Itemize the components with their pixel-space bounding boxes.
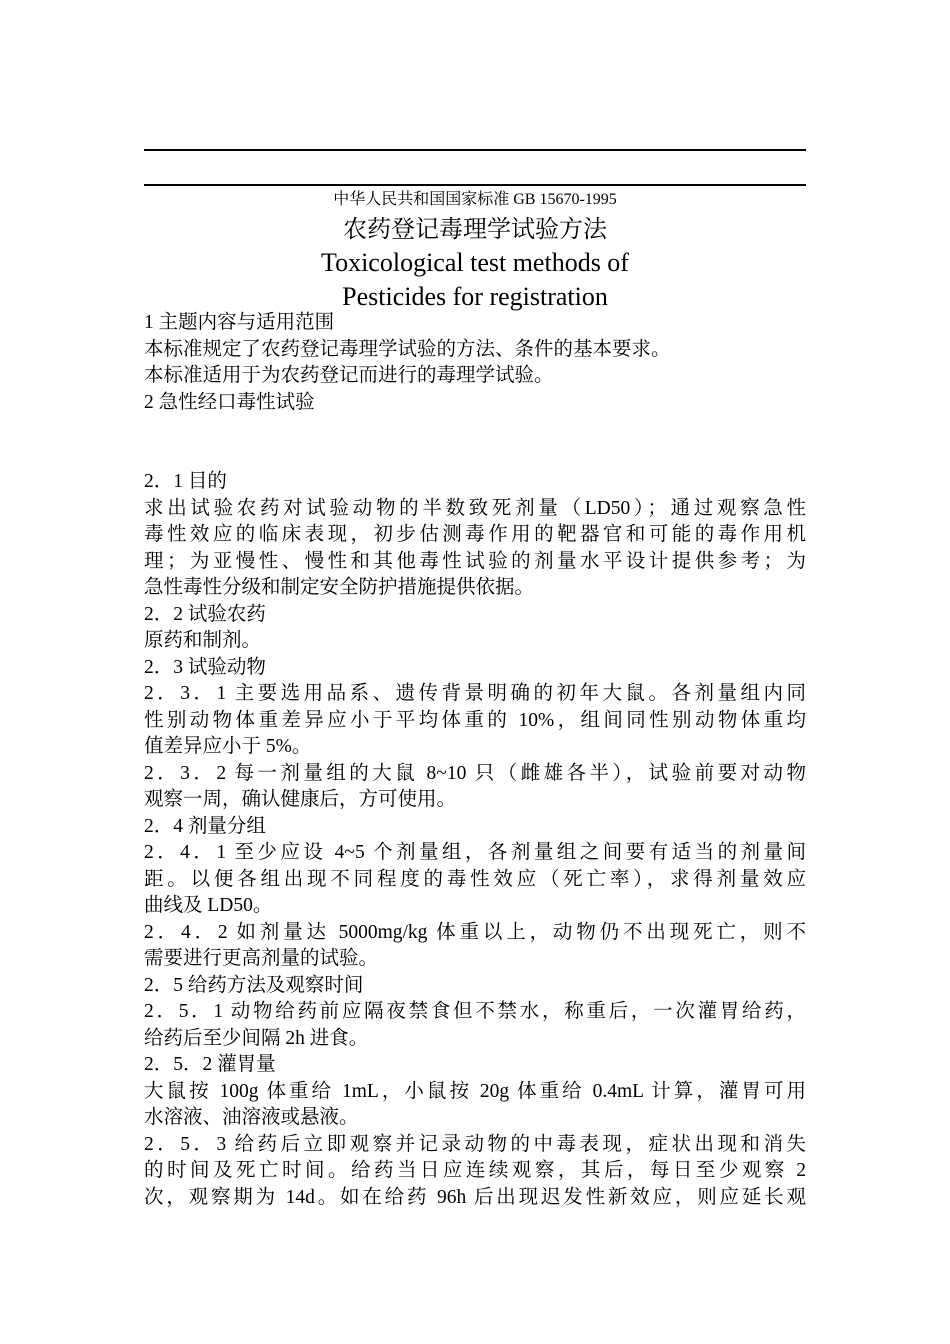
paragraph-line: 毒性效应的临床表现，初步估测毒作用的靶器官和可能的毒作用机 <box>144 524 806 545</box>
paragraph-line: 水溶液、油溶液或悬液。 <box>144 1107 359 1128</box>
subsection-heading: 2．5 给药方法及观察时间 <box>144 974 364 996</box>
paragraph-line: 原药和制剂。 <box>144 630 262 651</box>
paragraph-line: 需要进行更高剂量的试验。 <box>144 948 379 969</box>
document-header <box>144 188 806 314</box>
paragraph-line: 2．4．2 如剂量达 5000mg/kg 体重以上，动物仍不出现死亡，则不 <box>144 921 806 943</box>
paragraph-line: 的时间及死亡时间。给药当日应连续观察，其后，每日至少观察 2 <box>144 1160 806 1181</box>
subsection-heading: 2．1 目的 <box>144 471 227 492</box>
subsection-heading: 2．4 剂量分组 <box>144 815 266 837</box>
paragraph-line: 2．5．1 动物给药前应隔夜禁食但不禁水，称重后，一次灌胃给药， <box>144 1001 806 1022</box>
subsection-heading: 2．5．2 灌胃量 <box>144 1054 276 1075</box>
section-heading: 1 主题内容与适用范围 <box>144 312 335 333</box>
standard-number: 中华人民共和国国家标准 GB 15670-1995 <box>333 191 617 208</box>
paragraph-line: 值差异应小于 5%。 <box>144 736 312 757</box>
paragraph-line: 2．4．1 至少应设 4~5 个剂量组，各剂量组之间要有适当的剂量间 <box>144 842 806 863</box>
paragraph-line: 本标准规定了农药登记毒理学试验的方法、条件的基本要求。 <box>144 338 671 360</box>
title-english-line-2: Pesticides for registration <box>342 282 608 311</box>
body-text <box>144 310 806 1211</box>
paragraph-line: 曲线及 LD50。 <box>144 895 273 916</box>
paragraph-line: 2．5．3 给药后立即观察并记录动物的中毒表现，症状出现和消失 <box>144 1133 806 1155</box>
subsection-heading: 2．2 试验农药 <box>144 603 266 625</box>
title-chinese: 农药登记毒理学试验方法 <box>343 215 607 243</box>
paragraph-line: 理；为亚慢性、慢性和其他毒性试验的剂量水平设计提供参考；为 <box>144 550 806 572</box>
top-rule <box>144 149 806 151</box>
title-english-line-1: Toxicological test methods of <box>321 248 629 277</box>
paragraph-line: 观察一周，确认健康后，方可使用。 <box>144 789 457 810</box>
section-heading: 2 急性经口毒性试验 <box>144 391 315 413</box>
paragraph-line: 距。以便各组出现不同程度的毒性效应（死亡率），求得剂量效应 <box>144 868 806 890</box>
paragraph-line: 求出试验农药对试验动物的半数致死剂量（LD50）；通过观察急性 <box>144 497 806 519</box>
paragraph-line: 2．3．1 主要选用品系、遗传背景明确的初年大鼠。各剂量组内同 <box>144 683 806 704</box>
paragraph-line: 大鼠按 100g 体重给 1mL，小鼠按 20g 体重给 0.4mL 计算，灌胃可用 <box>144 1080 806 1102</box>
paragraph-line: 给药后至少间隔 2h 进食。 <box>144 1027 369 1049</box>
paragraph-line: 本标准适用于为农药登记而进行的毒理学试验。 <box>144 365 554 386</box>
paragraph-line: 性别动物体重差异应小于平均体重的 10%，组间同性别动物体重均 <box>144 709 806 731</box>
paragraph-line: 次，观察期为 14d。如在给药 96h 后出现迟发性新效应，则应延长观 <box>144 1186 806 1208</box>
paragraph-line: 2．3．2 每一剂量组的大鼠 8~10 只（雌雄各半），试验前要对动物 <box>144 762 806 784</box>
blank-space <box>144 416 806 469</box>
paragraph-line: 急性毒性分级和制定安全防护措施提供依据。 <box>144 577 535 598</box>
subsection-heading: 2．3 试验动物 <box>144 656 266 678</box>
second-rule <box>144 184 806 186</box>
